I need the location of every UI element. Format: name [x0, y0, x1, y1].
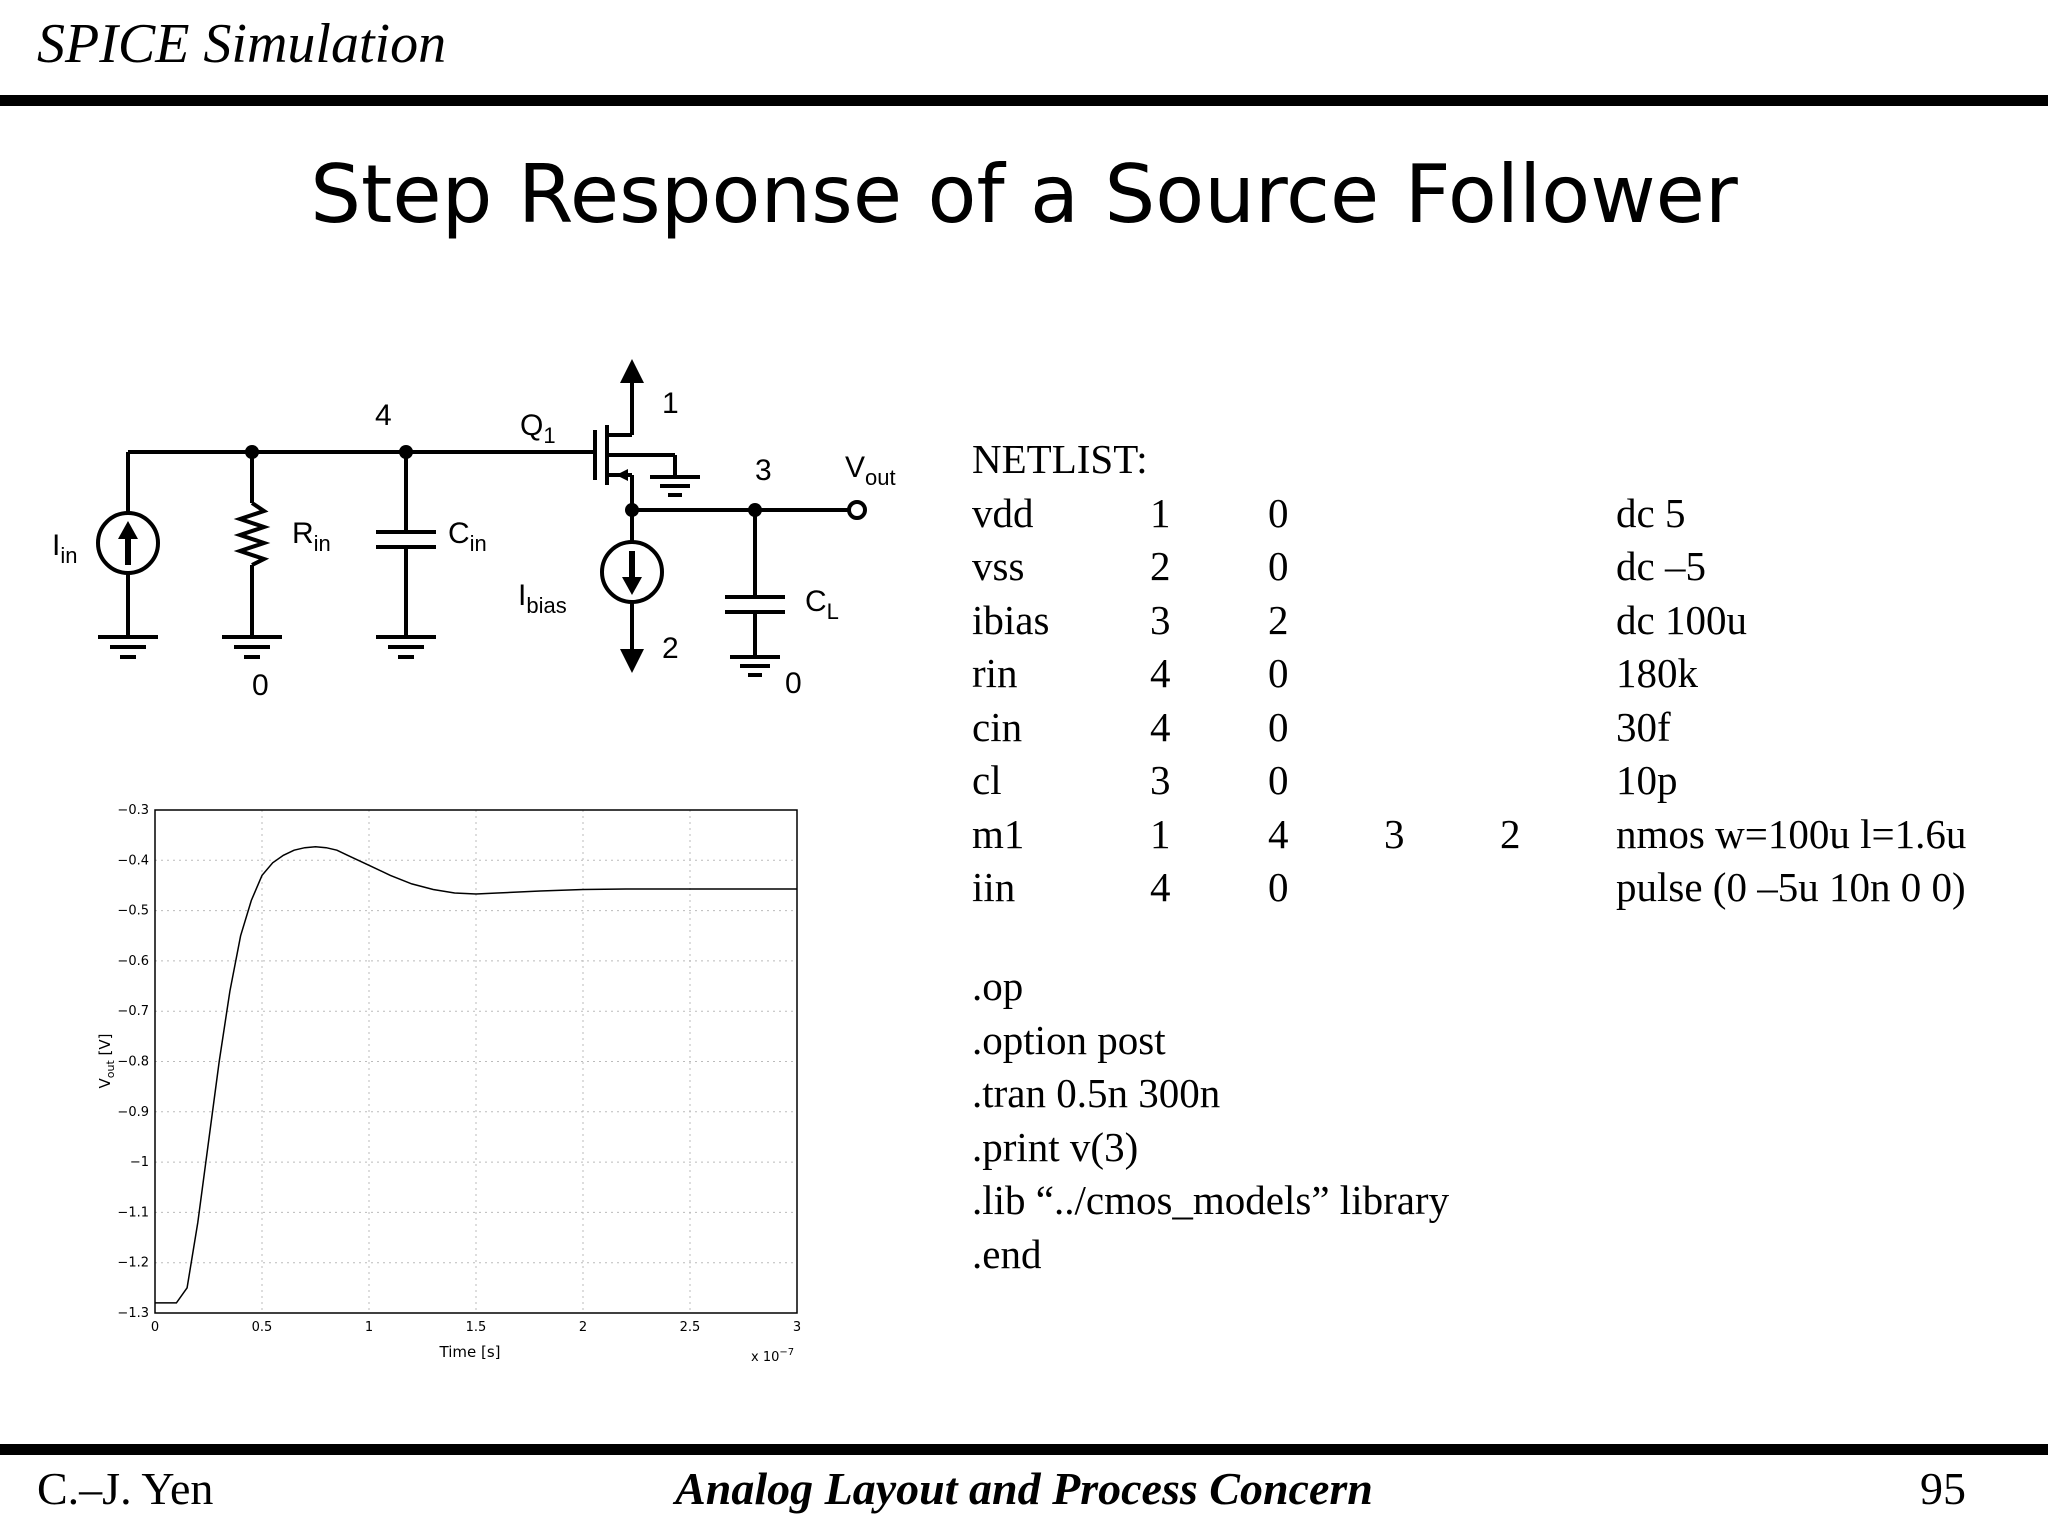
netlist-element-name: cl	[972, 757, 1002, 803]
footer-author: C.–J. Yen	[37, 1463, 214, 1514]
x-multiplier-label: x $10^{-7}$	[751, 1347, 795, 1365]
netlist-element-value: nmos w=100u l=1.6u	[1616, 810, 1967, 857]
node-label-1: 1	[662, 387, 679, 420]
netlist-node: 0	[1268, 489, 1289, 536]
y-tick-label: −0.4	[117, 853, 149, 869]
netlist-element-value: 30f	[1616, 703, 1671, 750]
netlist-header: NETLIST:	[972, 436, 1148, 482]
y-tick-label: −1.1	[117, 1205, 149, 1221]
footer-course-title: Analog Layout and Process Concern	[675, 1463, 1373, 1514]
netlist-element-value: dc 5	[1616, 489, 1686, 536]
slide-title: Step Response of a Source Follower	[310, 148, 1738, 241]
section-title: SPICE Simulation	[37, 13, 447, 75]
netlist-node: 2	[1268, 596, 1289, 643]
label-q1: $Q_1$	[520, 409, 556, 448]
netlist-node: 3	[1150, 757, 1171, 803]
netlist-node: 0	[1268, 757, 1289, 803]
netlist-node: 4	[1268, 810, 1289, 857]
y-tick-label: −0.6	[117, 953, 149, 969]
netlist-element-value: dc 100u	[1616, 596, 1747, 643]
y-axis-label: $V_{out}$ [V]	[96, 1033, 117, 1089]
y-tick-label: −1	[129, 1155, 149, 1171]
resistor-rin-icon	[240, 503, 264, 565]
netlist-node: 4	[1150, 864, 1171, 910]
netlist-node: 1	[1150, 810, 1171, 857]
netlist-element-name: m1	[972, 810, 1025, 857]
netlist-node: 0	[1268, 650, 1289, 696]
x-tick-label: 2	[578, 1320, 588, 1335]
netlist-element-name: rin	[972, 650, 1018, 696]
netlist-node: 0	[1268, 864, 1289, 910]
source-follower-schematic	[50, 355, 910, 705]
step-response-chart	[95, 790, 815, 1370]
netlist-node: 0	[1268, 543, 1289, 589]
netlist-element-value: pulse (0 –5u 10n 0 0)	[1616, 864, 1966, 910]
netlist-command: .tran 0.5n 300n	[972, 1070, 1221, 1116]
netlist-element-value: dc –5	[1616, 543, 1706, 589]
label-iin: $I_{in}$	[52, 529, 78, 568]
node-label-0-right: 0	[785, 667, 802, 700]
x-tick-label: 2.5	[679, 1320, 701, 1335]
x-tick-label: 0	[150, 1320, 160, 1335]
page-number: 95	[1920, 1463, 1966, 1514]
netlist-node: 2	[1500, 810, 1521, 857]
label-ibias: $I_{bias}$	[518, 579, 567, 618]
y-tick-label: −1.3	[117, 1306, 149, 1321]
label-cin: $C_{in}$	[448, 517, 487, 556]
netlist-node: 1	[1150, 489, 1171, 536]
y-tick-label: −0.5	[117, 903, 149, 919]
node-label-0-left: 0	[252, 669, 269, 702]
netlist-node: 2	[1150, 543, 1171, 589]
footer-rule	[0, 1444, 2048, 1455]
netlist-command: .option post	[972, 1016, 1166, 1063]
netlist-element-name: ibias	[972, 596, 1050, 643]
netlist-element-name: vdd	[972, 489, 1034, 536]
netlist-command: .lib “../cmos_models” library	[972, 1177, 1450, 1223]
x-tick-label: 3	[792, 1320, 802, 1335]
netlist-command: .print v(3)	[972, 1123, 1139, 1170]
netlist-command: .end	[972, 1230, 1042, 1277]
y-tick-label: −0.7	[117, 1004, 149, 1020]
label-vout: $V_{out}$	[845, 451, 896, 490]
netlist-element-name: iin	[972, 864, 1016, 910]
x-tick-label: 0.5	[251, 1320, 273, 1335]
label-rin: $R_{in}$	[292, 517, 331, 556]
y-tick-label: −0.9	[117, 1104, 149, 1120]
netlist-node: 0	[1268, 703, 1289, 750]
netlist-element-name: vss	[972, 543, 1025, 589]
x-axis-label: Time [s]	[439, 1343, 501, 1361]
netlist-node: 3	[1384, 810, 1405, 857]
netlist-node: 4	[1150, 703, 1171, 750]
netlist-element-value: 180k	[1616, 650, 1698, 696]
y-tick-label: −1.2	[117, 1255, 149, 1271]
x-tick-label: 1	[364, 1320, 374, 1335]
netlist-element-value: 10p	[1616, 757, 1678, 803]
netlist-node: 4	[1150, 650, 1171, 696]
netlist-command: .op	[972, 963, 1024, 1009]
node-label-2: 2	[662, 632, 679, 665]
x-tick-label: 1.5	[465, 1320, 487, 1335]
vdd-arrow-icon	[620, 359, 644, 383]
label-cl: $C_L$	[805, 585, 839, 624]
netlist-node: 3	[1150, 596, 1171, 643]
y-tick-label: −0.3	[117, 803, 149, 818]
netlist-element-name: cin	[972, 703, 1023, 750]
header-rule	[0, 95, 2048, 106]
node-label-4: 4	[375, 399, 392, 432]
y-tick-label: −0.8	[117, 1054, 149, 1070]
node-label-3: 3	[755, 454, 772, 487]
vss-arrow-icon	[620, 649, 644, 673]
